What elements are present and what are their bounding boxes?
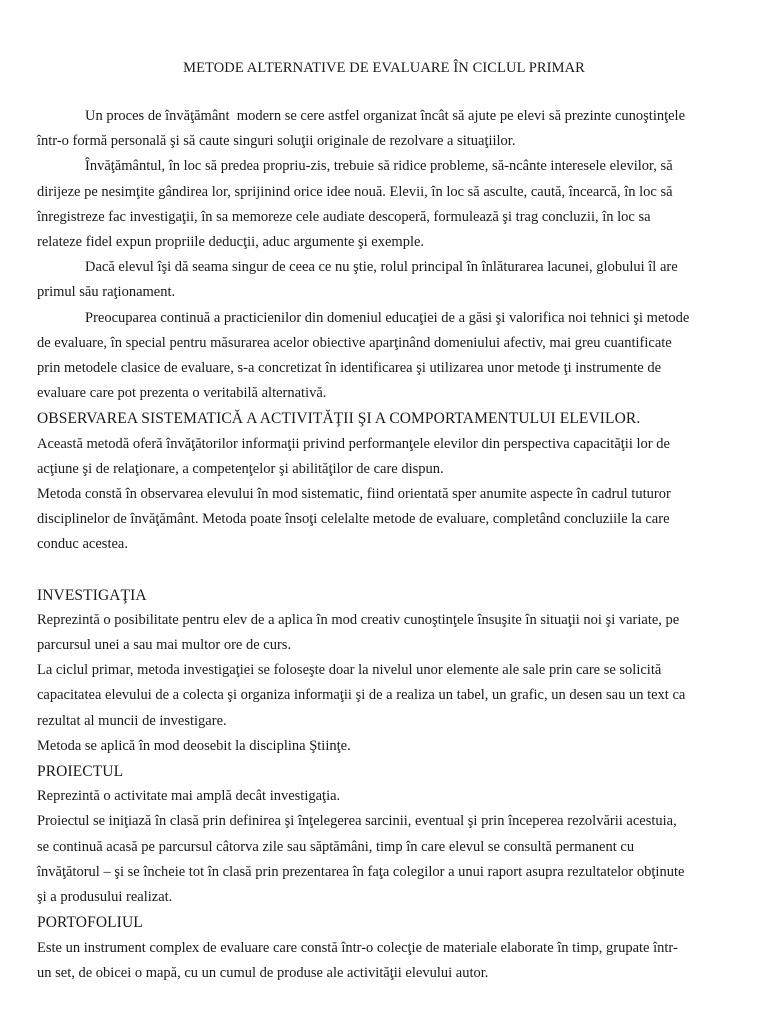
- blank-line: [37, 558, 731, 583]
- text-line: Reprezintă o activitate mai amplă decât investigaţia.: [37, 788, 341, 805]
- text-line: acţiune şi de relaţionare, a competenţelor şi abilităţilor de care dispun.: [37, 460, 444, 477]
- section-paragraph: [37, 482, 731, 558]
- text-line: învăţătorul – şi se încheie tot în clasă prin prezentarea în faţa colegilor a unui raport asupra rezultatelor obţinute: [37, 863, 685, 880]
- section-paragraph: [37, 658, 731, 734]
- section-paragraph: [37, 432, 731, 482]
- text-line: conduc acestea.: [37, 536, 128, 553]
- section-paragraph: [37, 809, 731, 910]
- section-paragraph: [37, 936, 731, 986]
- section-heading-project: PROIECTUL: [37, 763, 124, 781]
- section-heading-investigation: INVESTIGAŢIA: [37, 586, 147, 604]
- document-page: [37, 58, 731, 986]
- section-paragraph: [37, 608, 731, 658]
- text-line: Reprezintă o posibilitate pentru elev de a aplica în mod creativ cunoştinţele însuşite în situaţii noi şi variate, pe: [37, 611, 680, 628]
- text-line: se continuă acasă pe parcursul câtorva zile sau săptămâni, timp în care elevul se consultă permanent cu: [37, 838, 635, 855]
- section-paragraph: [37, 784, 731, 809]
- text-line: parcursul unei a sau mai multor ore de curs.: [37, 637, 292, 654]
- text-line: Proiectul se iniţiază în clasă prin definirea şi înţelegerea sarcinii, eventual şi prin începerea rezolvării acestuia,: [37, 813, 677, 830]
- text-line: Preocuparea continuă a practicienilor din domeniul educaţiei de a găsi şi valorifica noi tehnici şi metode: [85, 309, 690, 326]
- text-line: capacitatea elevului de a colecta şi organiza informaţii şi de a realiza un tabel, un grafic, un desen sau un text ca: [37, 687, 686, 704]
- text-line: disciplinelor de învăţământ. Metoda poate însoţi celelalte metode de evaluare, completând concluziile la care: [37, 511, 670, 528]
- text-line: Dacă elevul îşi dă seama singur de ceea ce nu ştie, rolul principal în înlăturarea lacunei, globului îl are: [85, 259, 678, 276]
- intro-paragraph: [37, 154, 731, 255]
- text-line: Este un instrument complex de evaluare care constă într-o colecţie de materiale elaborate în timp, grupate într-: [37, 939, 678, 956]
- section-paragraph: [37, 734, 731, 759]
- text-line: şi a produsului realizat.: [37, 889, 173, 906]
- text-line: prin metodele clasice de evaluare, s-a concretizat în identificarea şi utilizarea unor metode ţi instrumente de: [37, 360, 662, 377]
- section-heading-observation: OBSERVAREA SISTEMATICĂ A ACTIVITĂŢII ŞI A COMPORTAMENTULUI ELEVILOR.: [37, 410, 641, 428]
- text-line: La ciclul primar, metoda investigaţiei se foloseşte doar la nivelul unor elemente ale sale prin care se solicită: [37, 662, 662, 679]
- intro-paragraph: [37, 255, 731, 305]
- text-line: relateze fidel expun propriile deducţii, aduc argumente şi exemple.: [37, 234, 425, 251]
- intro-paragraph: [37, 306, 731, 407]
- document-title: METODE ALTERNATIVE DE EVALUARE ÎN CICLUL PRIMAR: [183, 60, 585, 76]
- text-line: un set, de obicei o mapă, cu un cumul de produse ale activităţii elevului autor.: [37, 964, 489, 981]
- text-line: Metoda constă în observarea elevului în mod sistematic, fiind orientată sper anumite aspecte în cadrul tuturor: [37, 486, 671, 503]
- text-line: Un proces de învăţământ modern se cere astfel organizat încât să ajute pe elevi să prezinte cunoştinţele: [85, 108, 686, 124]
- section-heading-portfolio: PORTOFOLIUL: [37, 914, 143, 932]
- text-line: rezultat al muncii de investigare.: [37, 712, 227, 729]
- text-line: primul său raţionament.: [37, 284, 176, 301]
- text-line: dirijeze pe nesimţite gândirea lor, sprijinind orice idee nouă. Elevii, în loc să asculte, caută, încearcă, în loc să: [37, 183, 673, 200]
- text-line: Această metodă oferă învăţătorilor informaţii privind performanţele elevilor din perspectiva capacităţii lor de: [37, 435, 670, 452]
- text-line: evaluare care pot prezenta o veritabilă alternativă.: [37, 385, 327, 402]
- intro-paragraph: [37, 104, 731, 154]
- text-line: Metoda se aplică în mod deosebit la disciplina Ştiinţe.: [37, 737, 351, 754]
- text-line: într-o formă personală şi să caute singuri soluţii originale de rezolvare a situaţiilor.: [37, 133, 516, 150]
- text-line: înregistreze fac investigaţii, în sa memoreze cele audiate descoperă, formulează şi trag concluzii, în loc sa: [37, 208, 651, 225]
- text-line: de evaluare, în special pentru măsurarea acelor obiective aparţinând domeniului afectiv, mai greu cuantificate: [37, 334, 672, 351]
- text-line: Învăţământul, în loc să predea propriu-zis, trebuie să ridice probleme, să-ncânte interesele elevilor, să: [85, 158, 673, 175]
